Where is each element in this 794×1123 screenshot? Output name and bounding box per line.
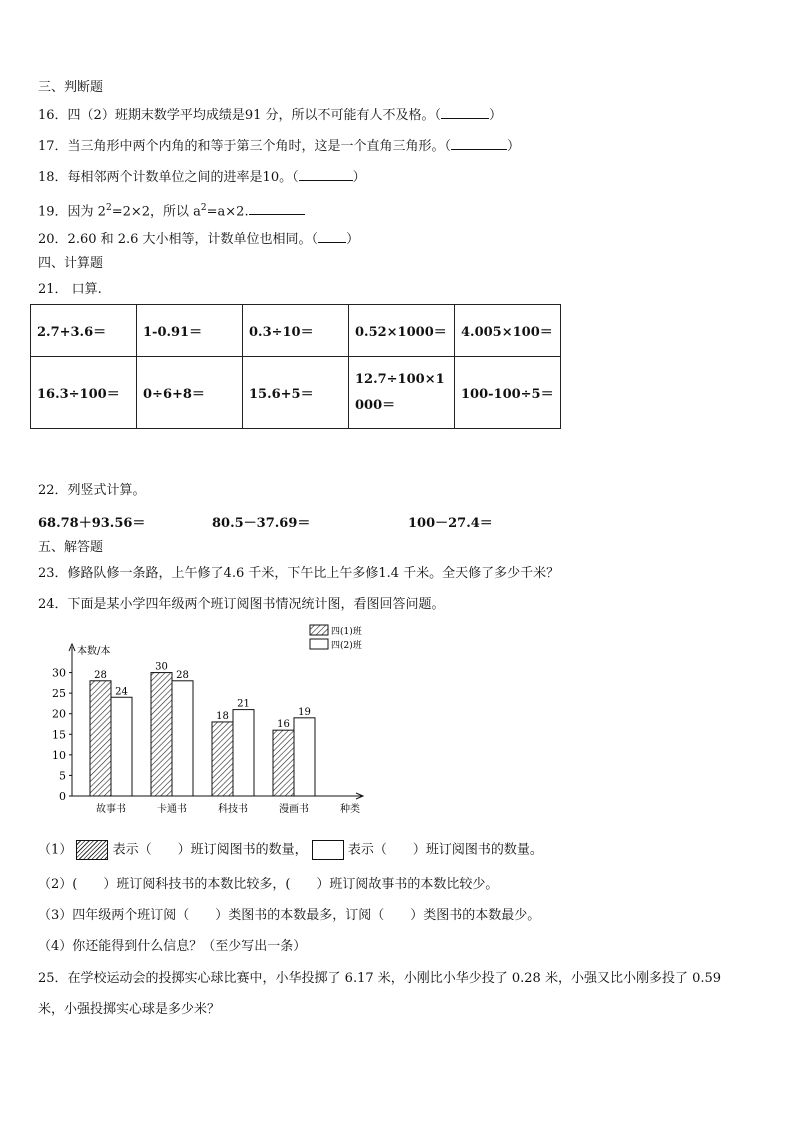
question-24: 24．下面是某小学四年级两个班订阅图书情况统计图，看图回答问题。: [38, 597, 445, 612]
vertical-calc-1: 68.78＋93.56＝: [38, 516, 146, 531]
bar: [273, 730, 294, 796]
calc-cell: 0.52×1000＝: [349, 305, 455, 357]
y-tick-label: 0: [59, 790, 66, 803]
legend-swatch: [310, 625, 328, 635]
bar: [111, 697, 132, 796]
question-25: 25．在学校运动会的投掷实心球比赛中，小华投掷了 6.17 米，小刚比小华少投了 0.28 米，小强又比小刚多投了 0.59: [38, 971, 722, 986]
section-solve: 五、解答题: [38, 540, 104, 555]
question-24-1: [38, 840, 543, 860]
question-24-3: （3）四年级两个班订阅（ ）类图书的本数最多，订阅（ ）类图书的本数最少。: [38, 908, 541, 923]
question-18-end: ）: [352, 170, 366, 185]
question-16-end: ）: [489, 108, 503, 123]
question-24-2: （2）( ）班订阅科技书的本数比较多，( ）班订阅故事书的本数比较少。: [38, 877, 499, 892]
sub-text: 表示（ ）班订阅图书的数量。: [347, 842, 543, 858]
sub-text: 表示（ ）班订阅图书的数量，: [112, 842, 308, 858]
question-17: [38, 137, 520, 155]
y-tick-label: 25: [52, 687, 66, 701]
bar: [233, 710, 254, 796]
data-label: 16: [277, 719, 290, 731]
calc-cell: 16.3÷100＝: [31, 357, 137, 429]
x-tick-label: 故事书: [96, 804, 126, 815]
question-19-text-c: =a×2.: [206, 204, 249, 220]
y-tick-label: 5: [59, 769, 66, 783]
data-label: 21: [237, 698, 250, 710]
question-20: [38, 230, 359, 248]
question-23: 23．修路队修一条路，上午修了4.6 千米，下午比上午多修1.4 千米。全天修了多少千米？: [38, 566, 560, 581]
vertical-calc-3: 100－27.4＝: [408, 516, 493, 531]
question-22: 22．列竖式计算。: [38, 483, 146, 498]
bar: [212, 722, 233, 796]
answer-blank[interactable]: [249, 202, 305, 215]
calc-cell: 1-0.91＝: [137, 305, 243, 357]
exponent: 2: [105, 203, 112, 213]
oral-calc-table: [30, 304, 561, 429]
question-18: [38, 168, 366, 186]
x-axis-label: 种类: [340, 804, 360, 815]
y-tick-label: 20: [52, 707, 66, 721]
exponent: 2: [200, 203, 207, 213]
question-19-text-b: =2×2，所以 a: [111, 204, 201, 220]
data-label: 18: [216, 710, 229, 722]
calc-cell: 0.3÷10＝: [243, 305, 349, 357]
data-label: 28: [94, 669, 107, 681]
data-label: 24: [115, 686, 128, 698]
legend: [310, 625, 362, 651]
question-19-text-a: 19．因为 2: [38, 204, 106, 220]
question-16: [38, 106, 502, 124]
bar: [294, 718, 315, 796]
question-16-text: 16．四（2）班期末数学平均成绩是91 分，所以不可能有人不及格。（: [38, 108, 441, 123]
calc-cell: 0÷6+8＝: [137, 357, 243, 429]
data-label: 30: [155, 661, 168, 673]
data-label: 28: [176, 669, 189, 681]
y-tick-label: 15: [52, 728, 66, 742]
question-24-4: （4）你还能得到什么信息？（至少写出一条）: [38, 939, 307, 954]
question-17-end: ）: [507, 139, 521, 154]
calc-cell: 4.005×100＝: [455, 305, 561, 357]
answer-blank[interactable]: [318, 230, 346, 243]
calc-cell: 12.7÷100×1000＝: [349, 357, 455, 429]
table-row: [31, 305, 561, 357]
y-axis-label: 本数/本: [77, 646, 111, 657]
legend-label: 四(1)班: [331, 627, 362, 637]
calc-cell: 100-100÷5＝: [455, 357, 561, 429]
legend-label: 四(2)班: [331, 641, 362, 651]
x-tick-label: 漫画书: [279, 804, 309, 815]
calc-cell: 2.7+3.6＝: [31, 305, 137, 357]
question-20-text: 20．2.60 和 2.6 大小相等，计数单位也相同。（: [38, 232, 319, 247]
answer-blank[interactable]: [441, 106, 489, 119]
legend-swatch: [310, 639, 328, 649]
vertical-calc-2: 80.5－37.69＝: [212, 516, 311, 531]
section-calc: 四、计算题: [38, 256, 104, 271]
question-20-end: ）: [346, 232, 360, 247]
bar: [90, 681, 111, 796]
bar-chart: [40, 622, 380, 822]
data-label: 19: [298, 706, 311, 718]
x-tick-label: 科技书: [218, 804, 248, 815]
bar: [151, 673, 172, 796]
section-judge: 三、判断题: [38, 80, 104, 95]
hatched-swatch: [76, 840, 108, 860]
answer-blank[interactable]: [451, 137, 507, 150]
question-18-text: 18．每相邻两个计数单位之间的进率是10。（: [38, 170, 299, 185]
y-tick-label: 30: [52, 666, 66, 680]
y-tick-label: 10: [52, 748, 66, 762]
question-17-text: 17．当三角形中两个内角的和等于第三个角时，这是一个直角三角形。（: [38, 139, 452, 154]
question-25-cont: 米，小强投掷实心球是多少米？: [38, 1002, 221, 1017]
x-tick-label: 卡通书: [157, 804, 187, 815]
answer-blank[interactable]: [299, 168, 353, 181]
sub-label: （1）: [38, 842, 73, 858]
table-row: [31, 357, 561, 429]
question-21: 21． 口算.: [38, 282, 102, 297]
bar: [172, 681, 193, 796]
calc-cell: 15.6+5＝: [243, 357, 349, 429]
question-19: [38, 200, 305, 220]
white-swatch: [312, 840, 344, 860]
